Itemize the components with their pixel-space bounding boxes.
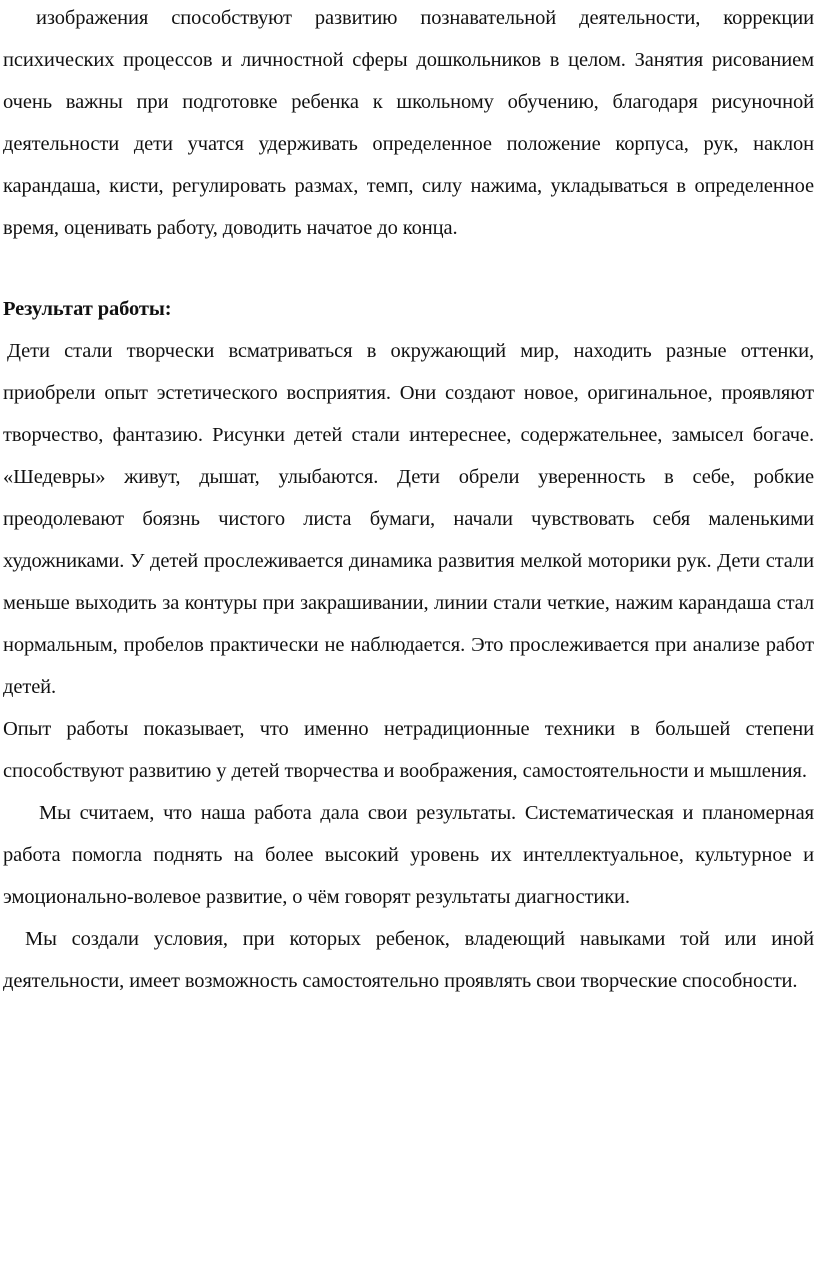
section-heading-results: Результат работы: [3,298,172,320]
paragraph-conditions: Мы создали условия, при которых ребенок, владеющий навыками той или иной деятельности, имеет возможность самостоятельно проявлять свои творческие способности. [3,928,814,992]
paragraph-intro-continuation: изображения способствуют развитию познавательной деятельности, коррекции психических процессов и личностной сферы дошкольников в целом. Занятия рисованием очень важны при подготовке ребенка к школьному обучению, благодаря рисуночной деятельности дети учатся удерживать определенное положение корпуса, рук, наклон карандаша, кисти, регулировать размах, темп, силу нажима, укладываться в определенное время, оценивать работу, доводить начатое до конца. [3,7,814,239]
paragraph-results: Дети стали творчески всматриваться в окружающий мир, находить разные оттенки, приобрели опыт эстетического восприятия. Они создают новое, оригинальное, проявляют творчество, фантазию. Рисунки детей стали интереснее, содержательнее, замысел богаче. «Шедевры» живут, дышат, улыбаются. Дети обрели уверенность в себе, робкие преодолевают боязнь чистого листа бумаги, начали чувствовать себя маленькими художниками. У детей прослеживается динамика развития мелкой моторики рук. Дети стали меньше выходить за контуры при закрашивании, линии стали четкие, нажим карандаша стал нормальным, пробелов практически не наблюдается. Это прослеживается при анализе работ детей. [3,340,814,698]
paragraph-experience: Опыт работы показывает, что именно нетрадиционные техники в большей степени способствуют развитию у детей творчества и воображения, самостоятельности и мышления. [3,718,814,782]
paragraph-conclusion: Мы считаем, что наша работа дала свои результаты. Систематическая и планомерная работа помогла поднять на более высокий уровень их интеллектуальное, культурное и эмоционально-волевое развитие, о чём говорят результаты диагностики. [3,802,814,908]
